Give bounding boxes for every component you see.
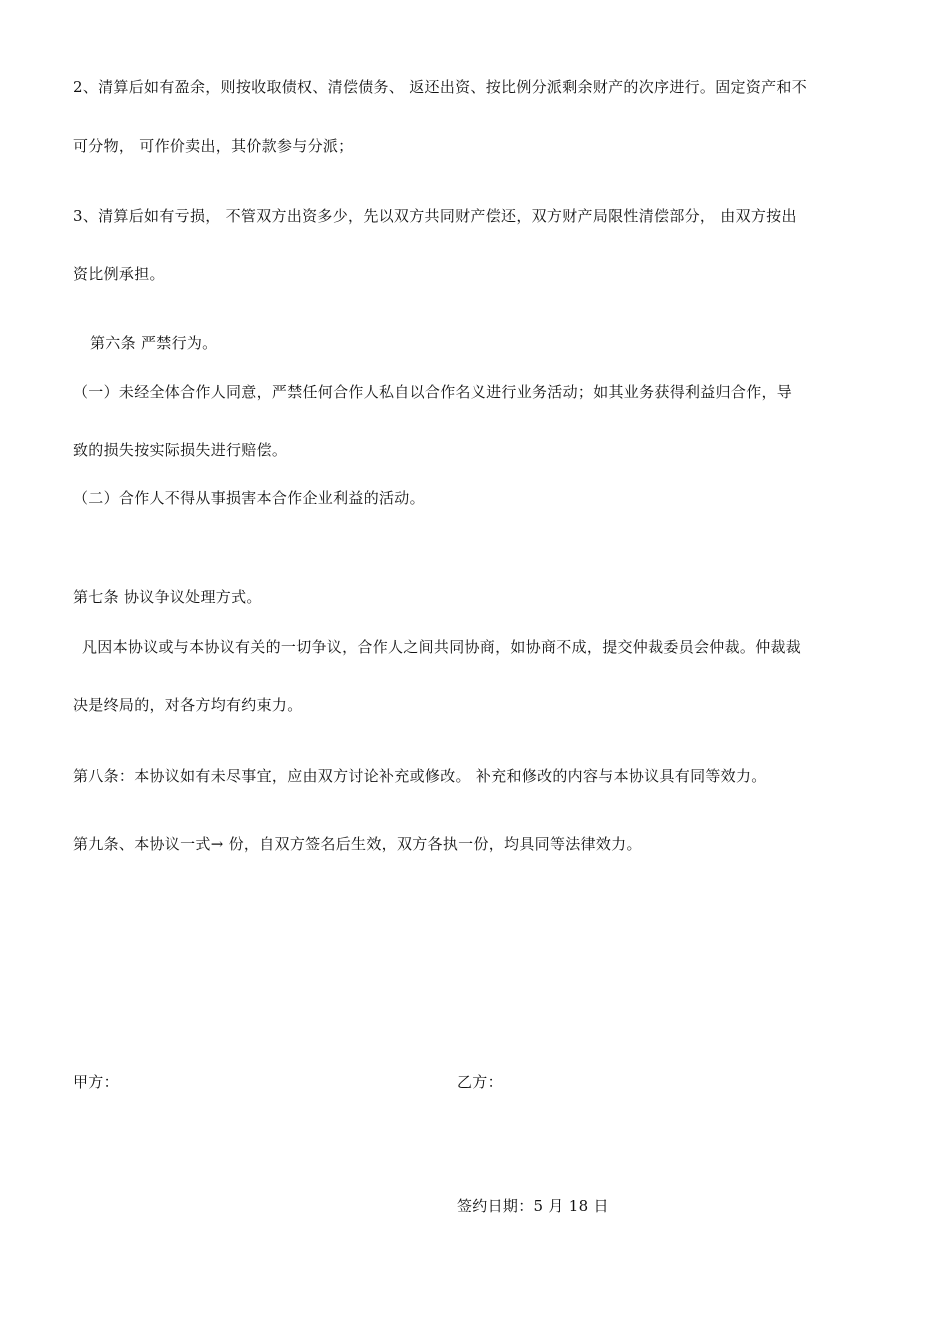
article-7-title: 第七条 协议争议处理方式。 <box>73 588 262 606</box>
article-6-title: 第六条 严禁行为。 <box>90 334 218 352</box>
liquidation-surplus-line-2: 可分物， 可作价卖出，其价款参与分派； <box>73 137 354 155</box>
article-7-body-line-2: 决是终局的，对各方均有约束力。 <box>73 696 303 714</box>
article-8: 第八条：本协议如有未尽事宜，应由双方讨论补充或修改。 补充和修改的内容与本协议具有同等效力。 <box>73 767 767 785</box>
article-7-body-line-1: 凡因本协议或与本协议有关的一切争议，合作人之间共同协商，如协商不成，提交仲裁委员会仲裁。仲裁裁 <box>82 638 802 656</box>
article-6-item-1-line-2: 致的损失按实际损失进行赔偿。 <box>73 441 288 459</box>
party-a-label: 甲方： <box>73 1073 119 1091</box>
liquidation-loss-line-1: 3、清算后如有亏损， 不管双方出资多少，先以双方共同财产偿还，双方财产局限性清偿部分， 由双方按出 <box>73 207 797 225</box>
liquidation-loss-line-2: 资比例承担。 <box>73 265 165 283</box>
article-6-item-2: （二）合作人不得从事损害本合作企业利益的活动。 <box>73 489 425 507</box>
party-b-label: 乙方： <box>457 1073 503 1091</box>
article-6-item-1-line-1: （一）未经全体合作人同意，严禁任何合作人私自以合作名义进行业务活动；如其业务获得利益归合作，导 <box>73 383 793 401</box>
sign-date: 签约日期：5 月 18 日 <box>457 1197 609 1215</box>
liquidation-surplus-line-1: 2、清算后如有盈余，则按收取债权、清偿债务、 返还出资、按比例分派剩余财产的次序进行。固定资产和不 <box>73 78 808 96</box>
article-9: 第九条、本协议一式→ 份，自双方签名后生效，双方各执一份，均具同等法律效力。 <box>73 835 642 853</box>
